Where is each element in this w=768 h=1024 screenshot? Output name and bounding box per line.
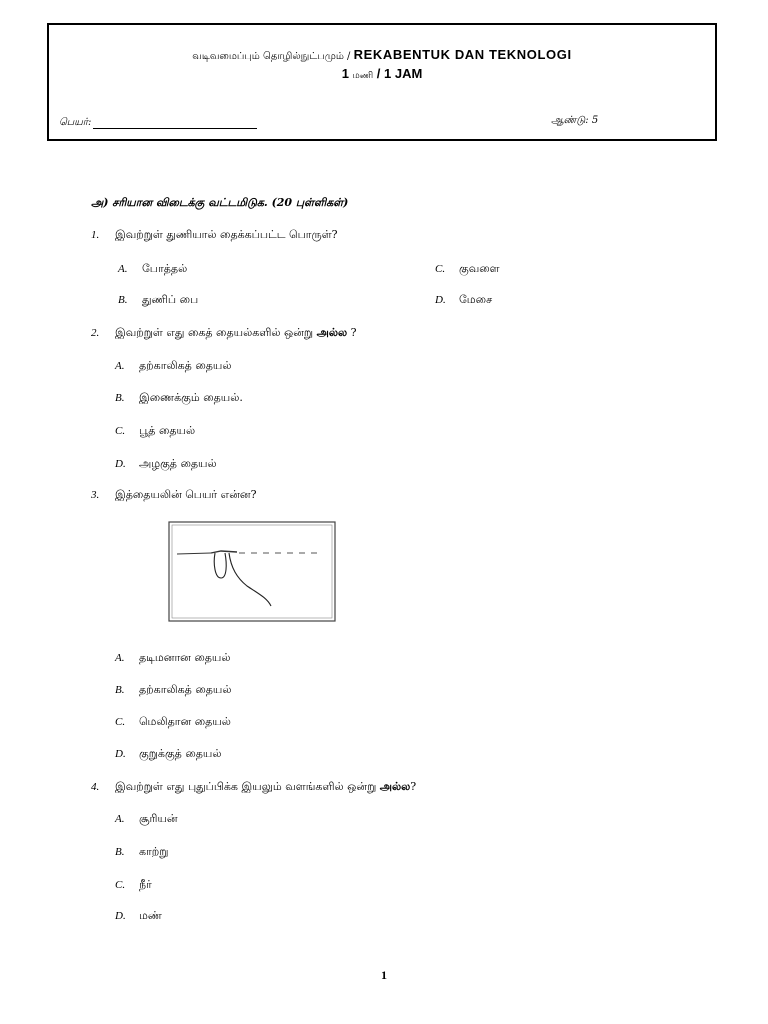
name-blank-line[interactable] <box>93 118 257 129</box>
option-2a[interactable] <box>115 359 231 374</box>
header-box <box>47 23 717 141</box>
option-2b[interactable] <box>115 391 243 406</box>
fabric-frame <box>169 522 335 621</box>
option-4d[interactable] <box>115 909 162 924</box>
question-tail: ? <box>347 326 357 339</box>
question-number: 2. <box>91 327 100 339</box>
option-letter: D. <box>435 294 446 306</box>
year-label: ஆண்டு: 5 <box>551 115 599 126</box>
option-text: குவளை <box>459 262 500 275</box>
question-2 <box>91 326 357 341</box>
option-text: குறுக்குத் தையல் <box>139 747 222 760</box>
question-emphasis: அல்ல <box>316 326 348 339</box>
option-3c[interactable] <box>115 715 231 730</box>
question-text: இவற்றுள் எது புதுப்பிக்க இயலும் வளங்களில் ஒன்று <box>115 780 380 793</box>
option-text: அழகுத் தையல் <box>139 457 217 470</box>
page-number: 1 <box>381 968 387 982</box>
question-number: 4. <box>91 781 100 793</box>
name-field <box>59 117 257 129</box>
option-text: மெலிதான தையல் <box>139 715 231 728</box>
option-text: காற்று <box>139 845 169 858</box>
question-text: இவற்றுள் துணியால் தைக்கப்பட்ட பொருள்? <box>115 228 338 241</box>
question-emphasis: அல்ல <box>379 780 411 793</box>
option-1d[interactable] <box>435 293 492 308</box>
option-letter: D. <box>115 910 126 922</box>
option-3b[interactable] <box>115 683 231 698</box>
option-4b[interactable] <box>115 845 168 860</box>
duration <box>49 66 715 82</box>
option-text: பூத் தையல் <box>139 424 196 437</box>
option-letter: A. <box>115 360 125 372</box>
duration-rest: / 1 JAM <box>373 66 423 81</box>
question-text: இவற்றுள் எது கைத் தையல்களில் ஒன்று <box>115 326 317 339</box>
option-1a[interactable] <box>118 262 187 277</box>
option-1c[interactable] <box>435 262 500 277</box>
option-letter: A. <box>115 652 125 664</box>
option-letter: C. <box>115 425 126 437</box>
option-letter: C. <box>435 263 446 275</box>
subject-title <box>49 47 715 63</box>
subject-tamil: வடிவமைப்பும் தொழில்நுட்பமும் / <box>192 51 354 62</box>
option-3a[interactable] <box>115 651 231 666</box>
question-number: 3. <box>91 489 100 501</box>
option-2c[interactable] <box>115 424 195 439</box>
question-3 <box>91 488 256 503</box>
option-letter: B. <box>115 684 125 696</box>
option-letter: B. <box>115 392 125 404</box>
option-letter: D. <box>115 748 126 760</box>
option-letter: A. <box>115 813 125 825</box>
option-text: சூரியன் <box>139 812 178 825</box>
option-text: தற்காலிகத் தையல் <box>139 683 232 696</box>
duration-tamil: மணி <box>352 71 374 81</box>
duration-num: 1 <box>341 66 353 81</box>
option-3d[interactable] <box>115 747 221 762</box>
option-4a[interactable] <box>115 812 178 827</box>
option-2d[interactable] <box>115 457 217 472</box>
option-letter: B. <box>118 294 128 306</box>
option-text: நீர் <box>139 878 152 891</box>
subject-malay: REKABENTUK DAN TEKNOLOGI <box>353 47 572 62</box>
name-label: பெயர்: <box>59 117 92 128</box>
question-number: 1. <box>91 229 100 241</box>
stitch-illustration <box>167 520 337 625</box>
option-4c[interactable] <box>115 878 152 893</box>
question-tail: ? <box>410 780 417 793</box>
section-title: அ) சரியான விடைக்கு வட்டமிடுக. (20 புள்ளிகள்) <box>91 196 349 209</box>
question-1 <box>91 228 338 243</box>
option-text: தடிமனான தையல் <box>139 651 231 664</box>
option-letter: C. <box>115 716 126 728</box>
option-text: மேசை <box>459 293 493 306</box>
question-4 <box>91 780 416 795</box>
option-1b[interactable] <box>118 293 198 308</box>
option-letter: D. <box>115 458 126 470</box>
option-text: மண் <box>139 909 162 922</box>
option-letter: C. <box>115 879 126 891</box>
option-letter: A. <box>118 263 128 275</box>
stitch-drawing-svg <box>167 520 337 625</box>
option-text: போத்தல் <box>142 262 188 275</box>
option-letter: B. <box>115 846 125 858</box>
option-text: துணிப் பை <box>142 293 199 306</box>
question-text: இத்தையலின் பெயர் என்ன? <box>115 488 257 501</box>
option-text: இணைக்கும் தையல். <box>139 391 243 404</box>
option-text: தற்காலிகத் தையல் <box>139 359 232 372</box>
